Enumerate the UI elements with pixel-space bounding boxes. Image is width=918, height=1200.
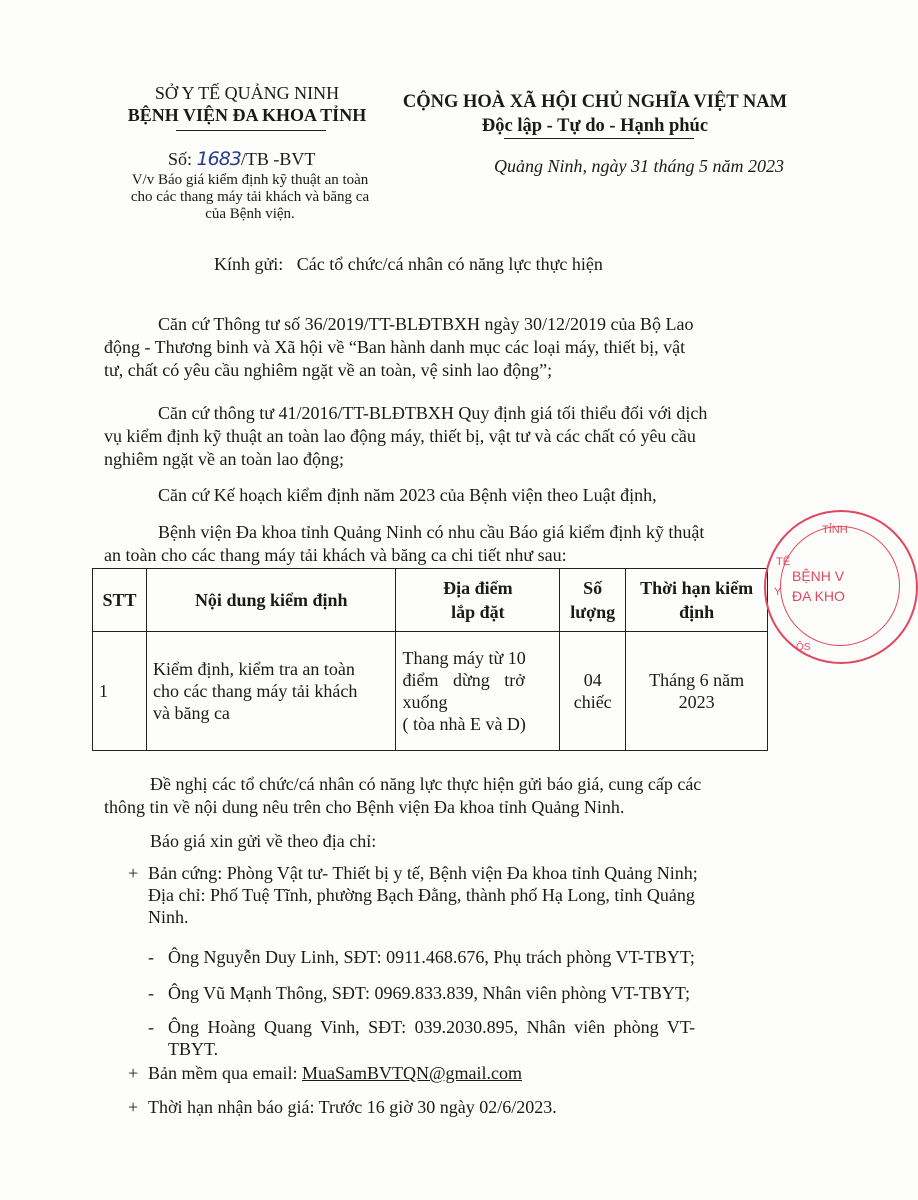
inspection-table: [92, 568, 768, 751]
cell-line: Kiểm định, kiểm tra an toàn: [152, 659, 355, 679]
header-text: lượng: [570, 602, 616, 622]
cell-location: [396, 632, 560, 751]
text-line: Căn cứ thông tư 41/2016/TT-BLĐTBXH Quy định giá tối thiểu đối với dịch: [158, 403, 708, 423]
header-text: định: [679, 602, 715, 622]
email-link[interactable]: MuaSamBVTQN@gmail.com: [301, 1063, 523, 1083]
cell-line: xuống: [402, 692, 448, 712]
softcopy-line: [148, 1062, 522, 1084]
text-line: an toàn cho các thang máy tải khách và băng ca chi tiết như sau:: [104, 545, 567, 565]
contact-dash: -: [148, 1017, 154, 1037]
recipient-label: Kính gửi:: [214, 254, 284, 274]
header-text: Địa điểm: [443, 578, 513, 598]
handwritten-number: 1683: [196, 148, 241, 170]
header-text: lắp đặt: [451, 602, 505, 622]
contact-item: [168, 1016, 748, 1060]
so-label: Số:: [168, 149, 193, 169]
cell-line: 04: [583, 670, 602, 690]
header-text: Thời hạn kiểm: [640, 578, 754, 598]
text-line: thông tin về nội dung nêu trên cho Bệnh viện Đa khoa tỉnh Quảng Ninh.: [104, 797, 625, 817]
header-left: [112, 82, 382, 126]
cell-line: và băng ca: [152, 703, 230, 723]
recipient: [214, 254, 603, 275]
document-date: Quảng Ninh, ngày 31 tháng 5 năm 2023: [494, 156, 784, 176]
stamp-inner-ring: [780, 526, 900, 646]
deadline-text: Thời hạn nhận báo giá: Trước 16 giờ 30 ngày 02/6/2023.: [148, 1097, 557, 1117]
paragraph-request: [104, 773, 764, 819]
paragraph-basis-1: [104, 313, 764, 382]
stamp-text: TẾ: [776, 556, 791, 568]
bullet-hardcopy: +: [128, 863, 139, 883]
contact-dash: -: [148, 983, 154, 1003]
stamp-text: TỈNH: [822, 524, 848, 536]
bullet-softcopy: +: [128, 1063, 139, 1083]
cell-line: ( tòa nhà E và D): [402, 714, 526, 734]
text-line: Bệnh viện Đa khoa tỉnh Quảng Ninh có nhu cầu Báo giá kiểm định kỹ thuật: [158, 522, 705, 542]
cell-content: [146, 632, 396, 751]
left-header-divider: [176, 130, 326, 131]
paragraph-request-intro: [104, 521, 764, 567]
subject-line: V/v Báo giá kiểm định kỹ thuật an toàn: [131, 172, 369, 188]
softcopy-label: Bản mềm qua email:: [148, 1063, 302, 1083]
header-location: [396, 569, 560, 632]
stamp-text: ĐA KHO: [792, 588, 845, 604]
text-line: Căn cứ Thông tư số 36/2019/TT-BLĐTBXH ngày 30/12/2019 của Bộ Lao: [158, 314, 694, 334]
hardcopy-address: [148, 862, 768, 928]
stamp-text: ÔS: [796, 642, 811, 653]
cell-line: chiếc: [573, 692, 612, 712]
contact-dash: -: [148, 947, 154, 967]
address-intro: Báo giá xin gửi về theo địa chỉ:: [150, 831, 377, 851]
recipient-value: Các tổ chức/cá nhân có năng lực thực hiện: [296, 254, 603, 274]
header-stt: STT: [93, 569, 147, 632]
cell-line: Thang máy từ 10: [402, 648, 526, 668]
stamp-text: BỆNH V: [792, 568, 845, 584]
department-name: SỞ Y TẾ QUẢNG NINH: [154, 83, 340, 103]
contact-item: Ông Vũ Mạnh Thông, SĐT: 0969.833.839, Nhân viên phòng VT-TBYT;: [168, 983, 690, 1003]
cell-line: cho các thang máy tải khách: [152, 681, 358, 701]
header-quantity: [560, 569, 626, 632]
text-line: TBYT.: [168, 1039, 219, 1059]
right-header-divider: [504, 138, 694, 139]
motto: Độc lập - Tự do - Hạnh phúc: [481, 116, 709, 136]
header-text: Số: [583, 578, 603, 598]
text-line: Đề nghị các tổ chức/cá nhân có năng lực thực hiện gửi báo giá, cung cấp các: [150, 774, 702, 794]
bullet-deadline: +: [128, 1097, 139, 1117]
cell-quantity: [560, 632, 626, 751]
stamp-text: Y: [774, 586, 782, 598]
text-line: động - Thương binh và Xã hội về “Ban hành danh mục các loại máy, thiết bị, vật: [104, 337, 686, 357]
text-line: tư, chất có yêu cầu nghiêm ngặt về an toàn, vệ sinh lao động”;: [104, 360, 553, 380]
paragraph-basis-3: Căn cứ Kế hoạch kiểm định năm 2023 của Bệnh viện theo Luật định,: [158, 485, 657, 505]
document-number: [168, 148, 315, 170]
text-line: Địa chỉ: Phố Tuệ Tĩnh, phường Bạch Đằng, thành phố Hạ Long, tỉnh Quảng: [148, 885, 695, 905]
text-line: Ninh.: [148, 907, 189, 927]
subject-line: cho các thang máy tải khách và băng ca: [130, 189, 370, 205]
header-right: [390, 90, 800, 138]
cell-stt: 1: [93, 632, 147, 751]
subject: [100, 172, 400, 223]
table-row: [93, 632, 768, 751]
table-header-row: [93, 569, 768, 632]
official-stamp: [764, 510, 918, 664]
text-line: nghiêm ngặt về an toàn lao động;: [104, 449, 344, 469]
subject-line: của Bệnh viện.: [205, 206, 295, 222]
paragraph-basis-2: [104, 402, 764, 471]
country-name: CỘNG HOÀ XÃ HỘI CHỦ NGHĨA VIỆT NAM: [402, 92, 788, 112]
cell-line: Tháng 6 năm: [649, 670, 745, 690]
cell-deadline: [626, 632, 768, 751]
so-suffix: /TB -BVT: [240, 149, 316, 169]
cell-line: 2023: [678, 692, 715, 712]
contact-item: Ông Nguyễn Duy Linh, SĐT: 0911.468.676, Phụ trách phòng VT-TBYT;: [168, 947, 695, 967]
text-line: Ông Hoàng Quang Vinh, SĐT: 039.2030.895, Nhân viên phòng VT-: [168, 1017, 696, 1037]
text-line: Bản cứng: Phòng Vật tư- Thiết bị y tế, Bệnh viện Đa khoa tỉnh Quảng Ninh;: [148, 863, 698, 883]
text-line: vụ kiểm định kỹ thuật an toàn lao động máy, thiết bị, vật tư và các chất có yêu cầu: [104, 426, 696, 446]
header-deadline: [626, 569, 768, 632]
header-content: Nội dung kiểm định: [146, 569, 396, 632]
cell-line: điểm dừng trở: [402, 670, 525, 690]
hospital-name: BỆNH VIỆN ĐA KHOA TỈNH: [127, 105, 367, 125]
